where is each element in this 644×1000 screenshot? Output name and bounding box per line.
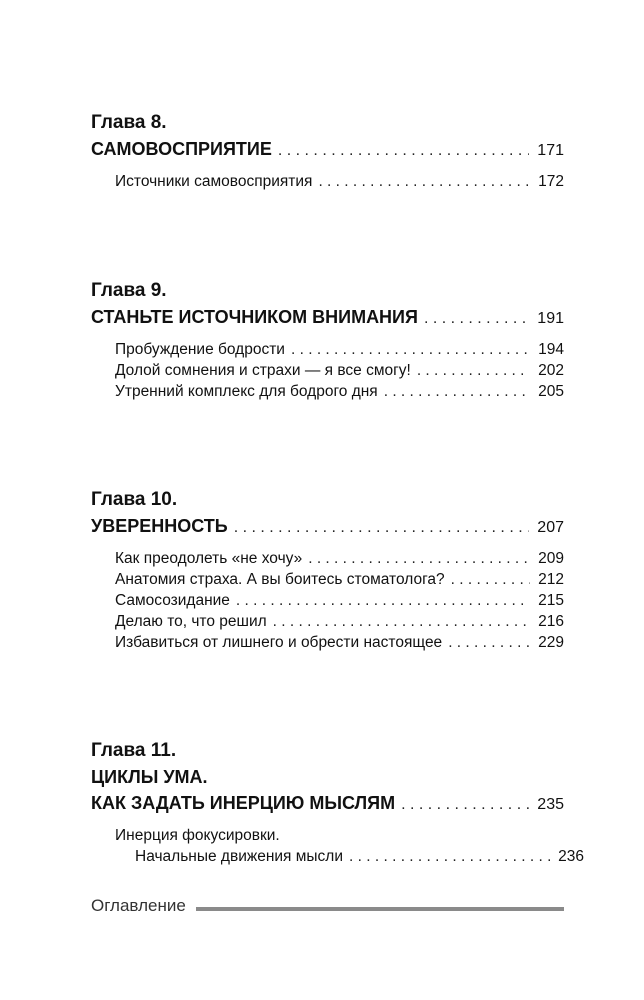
footer-rule (196, 907, 564, 911)
section-list (91, 548, 564, 653)
section-title: Как преодолеть «не хочу» (115, 550, 303, 567)
dot-leader (448, 632, 530, 653)
chapter-title-row[interactable] (91, 791, 564, 817)
page-number: 202 (538, 362, 564, 379)
section-title-line2: Начальные движения мысли (135, 848, 344, 865)
section-list (91, 339, 564, 402)
section-title: Самосозидание (115, 592, 230, 609)
section-row[interactable] (115, 548, 564, 569)
section-list (91, 171, 564, 192)
section-row[interactable] (115, 381, 564, 402)
chapter-title: СТАНЬТЕ ИСТОЧНИКОМ ВНИМАНИЯ (91, 307, 418, 327)
page-number: 207 (537, 519, 564, 536)
page-number: 172 (538, 173, 564, 190)
section-title: Избавиться от лишнего и обрести настоящее (115, 634, 443, 651)
chapter-10 (91, 488, 564, 653)
page-number: 194 (538, 341, 564, 358)
page-number: 212 (538, 571, 564, 588)
page-number: 235 (537, 796, 564, 813)
section-row[interactable] (115, 171, 564, 192)
section-title-line1: Инерция фокусировки. (115, 827, 280, 844)
dot-leader (308, 548, 530, 569)
section-list (91, 825, 584, 867)
chapter-title-row[interactable] (91, 305, 564, 331)
section-title: Пробуждение бодрости (115, 341, 285, 358)
chapter-title: САМОВОСПРИЯТИЕ (91, 139, 272, 159)
section-title: Долой сомнения и страхи — я все смогу! (115, 362, 411, 379)
section-title: Анатомия страха. А вы боитесь стоматолога? (115, 571, 445, 588)
page-number: 171 (537, 142, 564, 159)
dot-leader (384, 381, 530, 402)
footer-label: Оглавление (91, 896, 186, 915)
section-row[interactable] (115, 360, 564, 381)
section-title: Источники самовосприятия (115, 173, 313, 190)
page-number: 229 (538, 634, 564, 651)
chapter-8 (91, 111, 564, 192)
chapter-title-line1: ЦИКЛЫ УМА. (91, 767, 208, 787)
section-row[interactable] (115, 590, 564, 611)
chapter-title: УВЕРЕННОСТЬ (91, 516, 228, 536)
page-footer (91, 896, 564, 916)
page-number: 205 (538, 383, 564, 400)
page-number: 236 (558, 848, 584, 865)
page-number: 216 (538, 613, 564, 630)
chapter-9 (91, 279, 564, 402)
section-row[interactable] (115, 569, 564, 590)
dot-leader (236, 590, 530, 611)
chapter-label: Глава 8. (91, 112, 167, 133)
dot-leader (349, 846, 550, 867)
dot-leader (234, 516, 530, 540)
section-row[interactable] (115, 632, 564, 653)
dot-leader (401, 793, 529, 817)
dot-leader (451, 569, 531, 590)
dot-leader (278, 139, 529, 163)
page-number: 209 (538, 550, 564, 567)
section-row[interactable] (115, 846, 584, 867)
chapter-label: Глава 11. (91, 740, 177, 761)
chapter-11 (91, 739, 584, 867)
section-title: Делаю то, что решил (115, 613, 267, 630)
section-row[interactable] (115, 339, 564, 360)
dot-leader (417, 360, 530, 381)
dot-leader (273, 611, 530, 632)
chapter-title-line2: КАК ЗАДАТЬ ИНЕРЦИЮ МЫСЛЯМ (91, 793, 396, 813)
page-number: 191 (537, 310, 564, 327)
section-title: Утренний комплекс для бодрого дня (115, 383, 378, 400)
chapter-label: Глава 10. (91, 489, 178, 510)
page-number: 215 (538, 592, 564, 609)
chapter-title-row[interactable] (91, 514, 564, 540)
dot-leader (291, 339, 530, 360)
chapter-title-row[interactable] (91, 137, 564, 163)
chapter-label: Глава 9. (91, 280, 167, 301)
dot-leader (424, 307, 529, 331)
dot-leader (318, 171, 530, 192)
section-row[interactable] (115, 611, 564, 632)
